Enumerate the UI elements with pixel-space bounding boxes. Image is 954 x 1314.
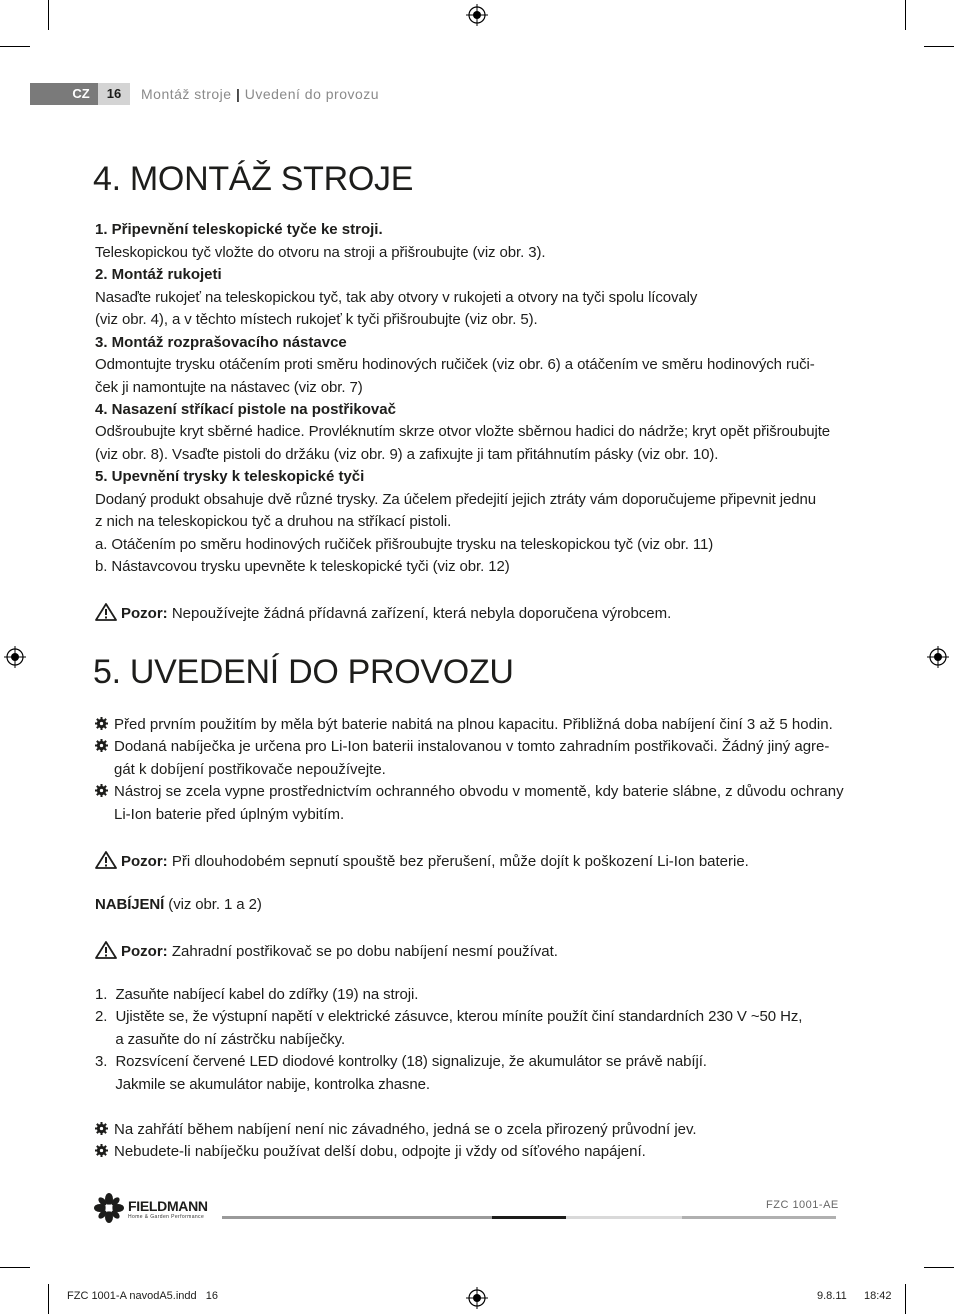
bullet-continuation: gát k dobíjení postřikovače nepoužívejte. <box>114 761 386 778</box>
charging-step: 2. Ujistěte se, že výstupní napětí v elektrické zásuvce, kterou míníte použít činí standardních 230 V ~50 Hz, <box>95 1008 803 1025</box>
footer-rule <box>492 1216 566 1219</box>
charging-step: a zasuňte do ní zástrčku nabíječky. <box>95 1031 346 1048</box>
slug-date: 9.8.11 <box>817 1290 847 1302</box>
warning-note <box>95 851 749 870</box>
note-text: Na zahřátí během nabíjení není nic závadného, jedná se o zcela přirozený průvodní jev. <box>114 1121 697 1138</box>
bullet-continuation: Li-Ion baterie před úplným vybitím. <box>114 806 345 823</box>
gear-bullet-icon <box>95 739 108 752</box>
crop-mark <box>0 1267 30 1268</box>
language-label: CZ <box>72 86 90 101</box>
bullet-text: Dodaná nabíječka je určena pro Li-Ion baterii instalovanou v tomto zahradním postřikovači. Žádný jiný agre- <box>114 738 830 755</box>
charging-step: Jakmile se akumulátor nabije, kontrolka zhasne. <box>95 1076 430 1093</box>
step-text: Odšroubujte kryt sběrné hadice. Provléknutím skrze otvor vložte sběrnou hadici do nádrže; kryt opět přišroubujte <box>95 423 831 440</box>
crop-mark <box>905 0 906 30</box>
registration-mark-icon <box>466 1287 488 1309</box>
slug-time: 18:42 <box>864 1290 892 1302</box>
footer-rule <box>222 1216 492 1219</box>
crop-mark <box>905 1284 906 1314</box>
step-text: (viz obr. 4), a v těchto místech rukojeť k tyči přišroubujte (viz obr. 5). <box>95 311 538 328</box>
bullet-item <box>95 738 829 755</box>
running-header-separator: | <box>235 86 241 102</box>
running-header-section-b: Uvedení do provozu <box>244 86 380 102</box>
step-heading: 3. Montáž rozprašovacího nástavce <box>95 334 347 351</box>
step-text: Nasaďte rukojeť na teleskopickou tyč, tak aby otvory v rukojeti a otvory na tyči spolu lícovaly <box>95 289 698 306</box>
step-text: (viz obr. 8). Vsaďte pistoli do držáku (viz obr. 9) a zafixujte ji tam přitáhnutím pásky (viz obr. 10). <box>95 446 719 463</box>
warning-icon <box>95 603 117 621</box>
slug-filename: FZC 1001-A navodA5.indd 16 <box>67 1290 219 1302</box>
warning-note <box>95 941 558 960</box>
brand-name: FIELDMANN <box>128 1198 208 1214</box>
charging-step: 1. Zasuňte nabíjecí kabel do zdířky (19) na stroji. <box>95 986 419 1003</box>
crop-mark <box>924 46 954 47</box>
note-text: Nebudete-li nabíječku používat delší dobu, odpojte ji vždy od síťového napájení. <box>114 1143 646 1160</box>
section-4-title: 4. MONTÁŽ STROJE <box>93 160 414 198</box>
footer-rule <box>566 1216 682 1219</box>
step-text: Teleskopickou tyč vložte do otvoru na stroji a přišroubujte (viz obr. 3). <box>95 244 546 261</box>
brand-tagline: Home & Garden Performance <box>128 1214 205 1220</box>
section-5-title: 5. UVEDENÍ DO PROVOZU <box>93 653 514 691</box>
charging-ref: (viz obr. 1 a 2) <box>168 896 262 913</box>
gear-bullet-icon <box>95 1144 108 1157</box>
warning-icon <box>95 941 117 959</box>
charging-step: 3. Rozsvícení červené LED diodové kontrolky (18) signalizuje, že akumulátor se právě nabíjí. <box>95 1053 707 1070</box>
registration-mark-icon <box>4 646 26 668</box>
charging-label: NABÍJENÍ <box>95 896 165 913</box>
warning-note <box>95 603 671 622</box>
crop-mark <box>48 1284 49 1314</box>
registration-mark-icon <box>466 4 488 26</box>
model-number: FZC 1001-AE <box>766 1199 839 1211</box>
step-heading: 4. Nasazení stříkací pistole na postřikovač <box>95 401 396 418</box>
running-header <box>141 86 379 102</box>
crop-mark <box>0 46 30 47</box>
gear-bullet-icon <box>95 717 108 730</box>
step-heading: 2. Montáž rukojeti <box>95 266 222 283</box>
warning-text: Nepoužívejte žádná přídavná zařízení, která nebyla doporučena výrobcem. <box>171 605 672 622</box>
crop-mark <box>48 0 49 30</box>
step-heading: 5. Upevnění trysky k teleskopické tyči <box>95 468 365 485</box>
step-text: z nich na teleskopickou tyč a druhou na stříkací pistoli. <box>95 513 452 530</box>
step-heading: 1. Připevnění teleskopické tyče ke stroji. <box>95 221 383 238</box>
warning-label: Pozor: <box>121 943 168 960</box>
note-item <box>95 1143 646 1160</box>
warning-icon <box>95 851 117 869</box>
bullet-item <box>95 783 844 800</box>
running-header-section-a: Montáž stroje <box>141 86 232 102</box>
step-text: a. Otáčením po směru hodinových ručiček přišroubujte trysku na teleskopickou tyč (viz obr. 11) <box>95 536 714 553</box>
warning-text: Při dlouhodobém sepnutí spouště bez přerušení, může dojít k poškození Li-Ion baterie. <box>171 853 749 870</box>
step-text: Odmontujte trysku otáčením proti směru hodinových ručiček (viz obr. 6) a otáčením ve směru hodinových ruči- <box>95 356 815 373</box>
step-text: Dodaný produkt obsahuje dvě různé trysky. Za účelem předejití jejich ztráty vám doporučujeme připevnit jednu <box>95 491 816 508</box>
bullet-text: Nástroj se zcela vypne prostřednictvím ochranného obvodu v momentě, kdy baterie slábne, z důvodu ochrany <box>114 783 844 800</box>
crop-mark <box>924 1267 954 1268</box>
gear-bullet-icon <box>95 784 108 797</box>
bullet-text: Před prvním použitím by měla být baterie nabitá na plnou kapacitu. Přibližná doba nabíjení činí 3 až 5 hodin. <box>114 716 833 733</box>
registration-mark-icon <box>927 646 949 668</box>
page-number: 16 <box>98 83 130 105</box>
step-text: ček ji namontujte na nástavec (viz obr. 7) <box>95 379 363 396</box>
charging-heading <box>95 896 262 913</box>
fieldmann-logo-icon <box>94 1193 124 1223</box>
warning-label: Pozor: <box>121 605 168 622</box>
bullet-item <box>95 716 833 733</box>
step-text: b. Nástavcovou trysku upevněte k teleskopické tyči (viz obr. 12) <box>95 558 510 575</box>
warning-text: Zahradní postřikovač se po dobu nabíjení nesmí používat. <box>171 943 558 960</box>
note-item <box>95 1121 697 1138</box>
footer-rule <box>682 1216 836 1219</box>
gear-bullet-icon <box>95 1122 108 1135</box>
warning-label: Pozor: <box>121 853 168 870</box>
